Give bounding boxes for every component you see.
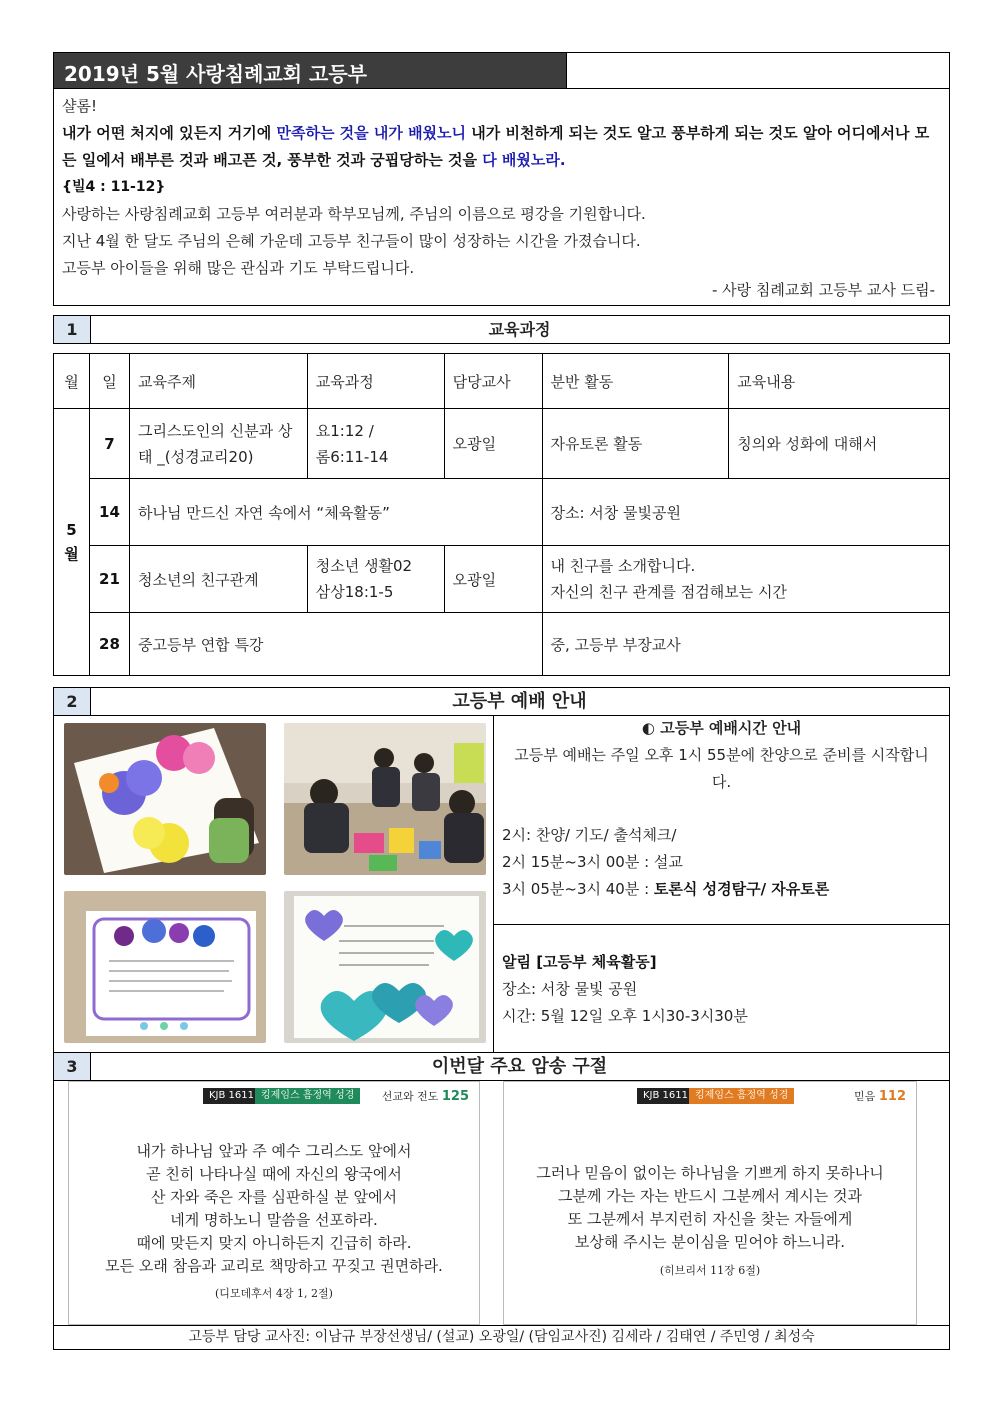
bible-tag: KJB 1611 — [203, 1088, 260, 1104]
craft-photo-2 — [64, 891, 266, 1043]
verse-category — [382, 1088, 469, 1104]
activity-cell: 내 친구를 소개합니다. 자신의 친구 관계를 점검해보는 시간 — [542, 546, 950, 613]
verse-line: 곧 친히 나타나실 때에 자신의 왕국에서 — [146, 1165, 402, 1183]
column-header: 월 — [54, 354, 90, 409]
teacher-cell: 오광일 — [444, 546, 542, 613]
course-cell: 요1:12 / 롬6:11-14 — [307, 409, 444, 479]
newsletter-header — [53, 52, 950, 306]
section-title: 고등부 예배 안내 — [452, 691, 587, 712]
verse-category — [854, 1088, 906, 1104]
verse-reference: (히브리서 11장 6절) — [659, 1264, 761, 1277]
table-row — [54, 546, 950, 613]
memory-verses-section — [53, 1078, 950, 1326]
newsletter-title: 2019년 5월 사랑침례교회 고등부 — [54, 53, 567, 89]
header-message — [62, 93, 942, 282]
category-number: 112 — [878, 1089, 906, 1104]
category-number: 125 — [441, 1089, 469, 1104]
day-cell: 28 — [89, 613, 129, 676]
verse-text: 내가 어떤 처지에 있든지 거기에 — [62, 124, 277, 142]
category-label: 선교와 전도 — [381, 1090, 439, 1103]
column-header: 담당교사 — [444, 354, 542, 409]
section-number: 3 — [54, 1053, 91, 1080]
classroom-photo — [284, 723, 486, 875]
section-2-header — [53, 687, 950, 716]
verse-line: 그분께 가는 자는 반드시 그분께서 계시는 것과 — [558, 1187, 862, 1205]
bible-version-tag: 킹제임스 흠정역 성경 — [255, 1088, 360, 1104]
column-header: 분반 활동 — [542, 354, 729, 409]
column-header: 교육내용 — [729, 354, 950, 409]
day-cell: 21 — [89, 546, 129, 613]
verse-line: 또 그분께서 부지런히 자신을 찾는 자들에게 — [567, 1210, 853, 1228]
topic-cell: 하나님 만드신 자연 속에서 “체육활동” — [129, 479, 542, 546]
message-line: 지난 4월 한 달도 주님의 은혜 가운데 고등부 친구들이 많이 성장하는 시간을 가졌습니다. — [62, 232, 641, 250]
worship-time-intro: 고등부 예배는 주일 오후 1시 55분에 찬양으로 준비를 시작합니다. — [514, 746, 929, 791]
craft-photo-3 — [284, 891, 486, 1043]
category-label: 믿음 — [854, 1090, 876, 1103]
activity-cell: 자유토론 활동 — [542, 409, 729, 479]
message-line: 사랑하는 사랑침례교회 고등부 여러분과 학부모님께, 주님의 이름으로 평강을 기원합니다. — [62, 205, 646, 223]
verse-line: 모든 오래 참음과 교리로 책망하고 꾸짖고 권면하라. — [105, 1257, 443, 1275]
schedule-item — [494, 876, 949, 903]
column-header: 교육과정 — [307, 354, 444, 409]
verse-highlight: 만족하는 것을 내가 배웠노니 — [276, 124, 467, 142]
table-row — [54, 479, 950, 546]
teacher-cell: 중, 고등부 부장교사 — [542, 613, 950, 676]
month-cell: 5 월 — [54, 409, 90, 676]
bible-tag: KJB 1611 — [637, 1088, 694, 1104]
topic-cell: 청소년의 친구관계 — [129, 546, 307, 613]
scripture-verse — [62, 120, 942, 174]
worship-time-title: ◐ 고등부 예배시간 안내 — [641, 719, 802, 737]
teacher-footer: 고등부 담당 교사진: 이남규 부장선생님/ (설교) 오광일/ (담임교사진) 김세라 / 김태연 / 주민영 / 최성숙 — [53, 1326, 950, 1350]
notice-box — [494, 925, 949, 1052]
course-cell: 청소년 생활02 삼상18:1-5 — [307, 546, 444, 613]
schedule-time: 3시 05분~3시 40분 : — [502, 880, 654, 898]
bible-version-tag: 킹제임스 흠정역 성경 — [689, 1088, 794, 1104]
section-number: 1 — [54, 316, 91, 343]
curriculum-table — [53, 353, 950, 676]
verse-line: 때에 맞든지 맞지 아니하든지 긴급히 하라. — [136, 1234, 412, 1252]
memory-verse-card — [68, 1081, 480, 1325]
place-cell: 장소: 서창 물빛공원 — [542, 479, 950, 546]
verse-text: 내가 비천하게 되는 것도 알고 풍부하게 되는 것도 알아 어디에서나 모든 일에서 배부른 것과 배고픈 것, 풍부한 것과 궁핍당하는 것을 — [62, 124, 930, 169]
table-row — [54, 613, 950, 676]
notice-time: 시간: 5월 12일 오후 1시30-3시30분 — [502, 1007, 748, 1025]
day-cell: 7 — [89, 409, 129, 479]
schedule-activity: 토론식 성경탐구/ 자유토론 — [653, 880, 830, 898]
worship-section — [53, 715, 950, 1053]
table-row — [54, 409, 950, 479]
verse-line: 내가 하나님 앞과 주 예수 그리스도 앞에서 — [136, 1142, 412, 1160]
table-header-row — [54, 354, 950, 409]
day-cell: 14 — [89, 479, 129, 546]
section-1-header — [53, 315, 950, 344]
verse-body — [504, 1162, 916, 1254]
verse-body — [69, 1140, 479, 1278]
verse-highlight: 다 배웠노라. — [482, 151, 566, 169]
section-number: 2 — [54, 688, 91, 715]
signature: - 사랑 침례교회 고등부 교사 드림- — [711, 281, 935, 299]
worship-time-info — [494, 715, 949, 925]
title-blank-cell — [567, 53, 949, 89]
topic-cell: 중고등부 연합 특강 — [129, 613, 542, 676]
column-header: 교육주제 — [129, 354, 307, 409]
photo-gallery — [54, 715, 494, 1053]
notice-place: 장소: 서창 물빛 공원 — [502, 980, 638, 998]
verse-line: 그러나 믿음이 없이는 하나님을 기쁘게 하지 못하나니 — [536, 1164, 884, 1182]
verse-line: 보상해 주시는 분이심을 믿어야 하느니라. — [574, 1233, 846, 1251]
section-3-header — [53, 1052, 950, 1081]
craft-photo-1 — [64, 723, 266, 875]
verse-reference: (디모데후서 4장 1, 2절) — [215, 1287, 333, 1300]
memory-verse-card — [503, 1081, 917, 1325]
schedule-item: 2시: 찬양/ 기도/ 출석체크/ — [502, 826, 677, 844]
schedule-item: 2시 15분~3시 00분 : 설교 — [502, 853, 683, 871]
teacher-cell: 오광일 — [444, 409, 542, 479]
content-cell: 칭의와 성화에 대해서 — [729, 409, 950, 479]
message-line: 고등부 아이들을 위해 많은 관심과 기도 부탁드립니다. — [62, 259, 415, 277]
verse-line: 산 자와 죽은 자를 심판하실 분 앞에서 — [151, 1188, 397, 1206]
section-title: 교육과정 — [488, 320, 551, 339]
verse-reference: {빌4 : 11-12} — [62, 179, 166, 195]
greeting: 샬롬! — [62, 97, 97, 115]
topic-cell: 그리스도인의 신분과 상태 _(성경교리20) — [129, 409, 307, 479]
notice-title: 알림 [고등부 체육활동] — [502, 953, 657, 971]
section-title: 이번달 주요 암송 구절 — [431, 1056, 608, 1077]
column-header: 일 — [89, 354, 129, 409]
verse-line: 네게 명하노니 말씀을 선포하라. — [170, 1211, 378, 1229]
